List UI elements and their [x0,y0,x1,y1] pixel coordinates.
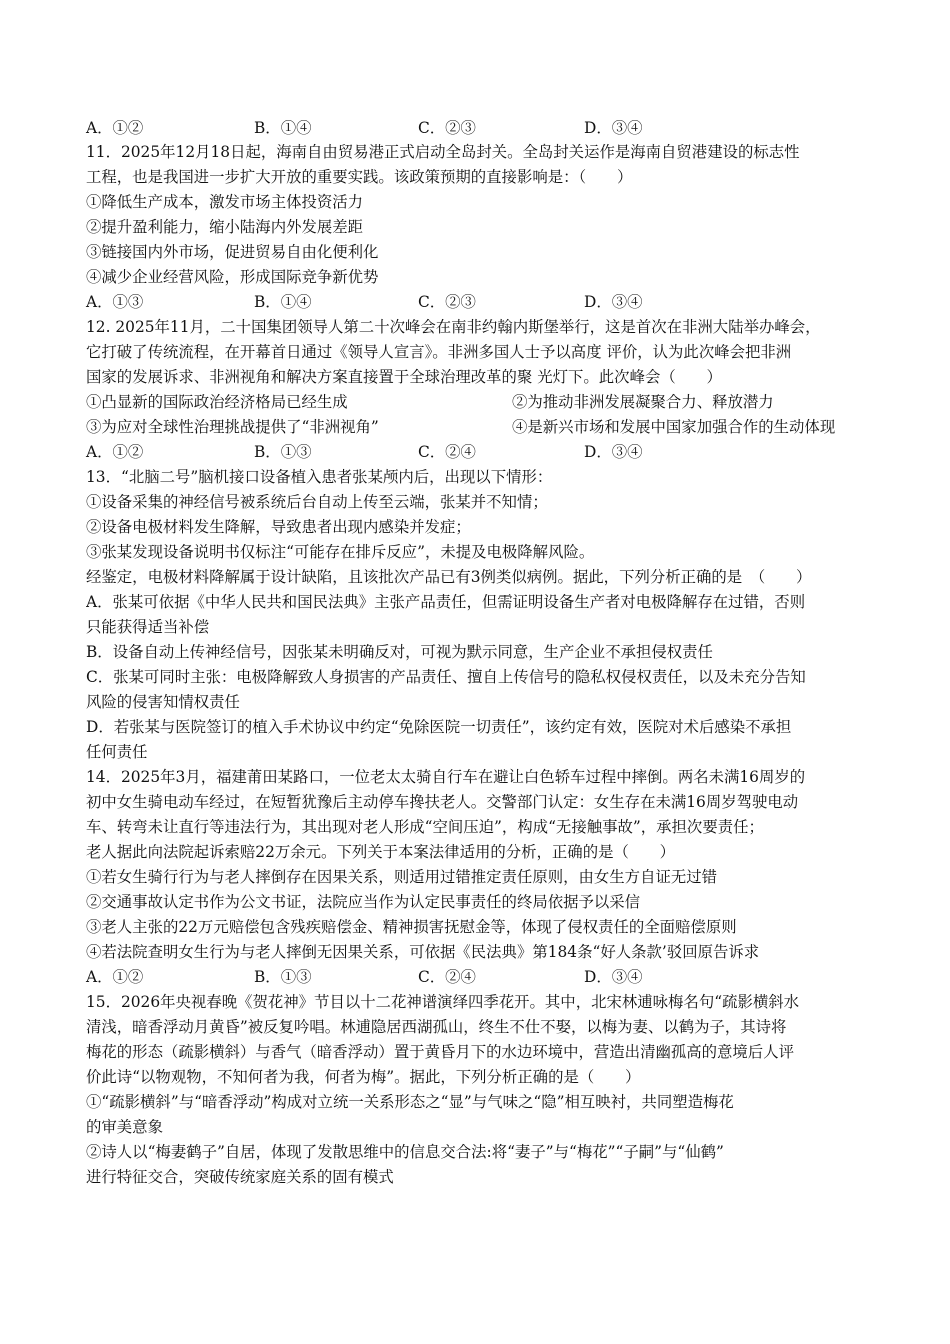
q14-stem-line: 14．2025年3月，福建莆田某路口，一位老太太骑自行车在避让白色轿车过程中摔倒。两名未满16周岁的 [86,768,806,786]
q11-item: ①降低生产成本，激发市场主体投资活力 [86,193,364,211]
q10-option-a: A．①② [86,119,144,137]
q13-stem-line: ②设备电极材料发生降解，导致患者出现内感染并发症； [86,518,471,536]
q12-option-b: B．①③ [254,443,312,461]
q11-item: ②提升盈利能力，缩小陆海内外发展差距 [86,218,364,236]
q13-choice-line: 风险的侵害知情权责任 [86,693,240,711]
q11-stem-line: 工程，也是我国进一步扩大开放的重要实践。该政策预期的直接影响是：（ ） [86,168,633,186]
q11-option-d: D．③④ [584,293,643,311]
q13-choice-line: 只能获得适当补偿 [86,618,210,636]
q11-stem-line: 11．2025年12月18日起，海南自由贸易港正式启动全岛封关。全岛封关运作是海南自贸港建设的标志性 [86,143,800,161]
q14-stem-line: 初中女生骑电动车经过，在短暂犹豫后主动停车搀扶老人。交警部门认定：女生存在未满16周岁驾驶电动 [86,793,799,811]
q15-item: 进行特征交合，突破传统家庭关系的固有模式 [86,1168,394,1186]
q11-option-c: C．②③ [418,293,476,311]
q11-option-b: B．①④ [254,293,312,311]
q13-stem-line: ③张某发现设备说明书仅标注“可能存在排斥反应”，未提及电极降解风险。 [86,543,595,561]
q15-stem-line: 价此诗“以物观物，不知何者为我，何者为梅”。据此，下列分析正确的是（ ） [86,1068,641,1086]
q12-stem-line: 它打破了传统流程，在开幕首日通过《领导人宣言》。非洲多国人士予以高度 评价，认为此次峰会把非洲 [86,343,792,361]
q13-choice-line: 任何责任 [86,743,148,761]
q14-option-d: D．③④ [584,968,643,986]
q14-option-a: A．①② [86,968,144,986]
q13-stem-line: 13．“北脑二号”脑机接口设备植入患者张某颅内后，出现以下情形： [86,468,553,486]
q15-item: ①“疏影横斜”与“暗香浮动”构成对立统一关系形态之“显”与气味之“隐”相互映衬，共同塑造梅花 [86,1093,734,1111]
q10-option-d: D．③④ [584,119,643,137]
q12-stem-line: 12. 2025年11月，二十国集团领导人第二十次峰会在南非约翰内斯堡举行，这是首次在非洲大陆举办峰会， [86,318,821,336]
q15-stem-line: 梅花的形态（疏影横斜）与香气（暗香浮动）置于黄昏月下的水边环境中，营造出清幽孤高的意境后人评 [86,1043,794,1061]
q12-item: ③为应对全球性治理挑战提供了“非洲视角” [86,418,379,436]
q13-choice-line: D．若张某与医院签订的植入手术协议中约定“免除医院一切责任”，该约定有效，医院对术后感染不承担 [86,718,792,736]
q13-choice-line: A．张某可依据《中华人民共和国民法典》主张产品责任，但需证明设备生产者对电极降解存在过错，否则 [86,593,806,611]
q13-choice-line: B．设备自动上传神经信号，因张某未明确反对，可视为默示同意，生产企业不承担侵权责任 [86,643,713,661]
q12-item: ①凸显新的国际政治经济格局已经生成 [86,393,348,411]
q11-item: ③链接国内外市场，促进贸易自由化便利化 [86,243,379,261]
q12-option-c: C．②④ [418,443,476,461]
q13-stem-line: ①设备采集的神经信号被系统后台自动上传至云端，张某并不知情； [86,493,548,511]
q14-stem-line: 车、转弯未让直行等违法行为，其出现对老人形成“空间压迫”，构成“无接触事故”，承担次要责任； [86,818,764,836]
q11-item: ④减少企业经营风险，形成国际竞争新优势 [86,268,379,286]
q13-stem-line: 经鉴定，电极材料降解属于设计缺陷，且该批次产品已有3例类似病例。据此，下列分析正确的是 （ ） [86,568,812,586]
q14-item: ②交通事故认定书作为公文书证，法院应当作为认定民事责任的终局依据予以采信 [86,893,641,911]
q14-item: ③老人主张的22万元赔偿包含残疾赔偿金、精神损害抚慰金等，体现了侵权责任的全面赔偿原则 [86,918,737,936]
q14-option-c: C．②④ [418,968,476,986]
q12-option-d: D．③④ [584,443,643,461]
q14-option-b: B．①③ [254,968,312,986]
q12-option-a: A．①② [86,443,144,461]
q13-choice-line: C．张某可同时主张：电极降解致人身损害的产品责任、擅自上传信号的隐私权侵权责任，以及未充分告知 [86,668,806,686]
q15-stem-line: 15．2026年央视春晚《贺花神》节目以十二花神谱演绎四季花开。其中，北宋林逋咏梅名句“疏影横斜水 [86,993,800,1011]
q12-item: ④是新兴市场和发展中国家加强合作的生动体现 [512,418,836,436]
q14-item: ④若法院查明女生行为与老人摔倒无因果关系，可依据《民法典》第184条“好人条款’驳回原告诉求 [86,943,760,961]
q12-item: ②为推动非洲发展凝聚合力、释放潜力 [512,393,774,411]
q14-item: ①若女生骑行行为与老人摔倒存在因果关系，则适用过错推定责任原则，由女生方自证无过错 [86,868,718,886]
q12-stem-line: 国家的发展诉求、非洲视角和解决方案直接置于全球治理改革的聚 光灯下。此次峰会（ ） [86,368,722,386]
q10-option-b: B．①④ [254,119,312,137]
q15-stem-line: 清浅，暗香浮动月黄昏”被反复吟唱。林逋隐居西湖孤山，终生不仕不娶，以梅为妻、以鹤为子，其诗将 [86,1018,787,1036]
q14-stem-line: 老人据此向法院起诉索赔22万余元。下列关于本案法律适用的分析，正确的是（ ） [86,843,676,861]
q11-option-a: A．①③ [86,293,144,311]
q10-option-c: C．②③ [418,119,476,137]
q15-item: 的审美意象 [86,1118,163,1136]
q15-item: ②诗人以“梅妻鹤子”自居，体现了发散思维中的信息交合法:将“妻子”与“梅花”“子嗣”与“仙鹤” [86,1143,724,1161]
